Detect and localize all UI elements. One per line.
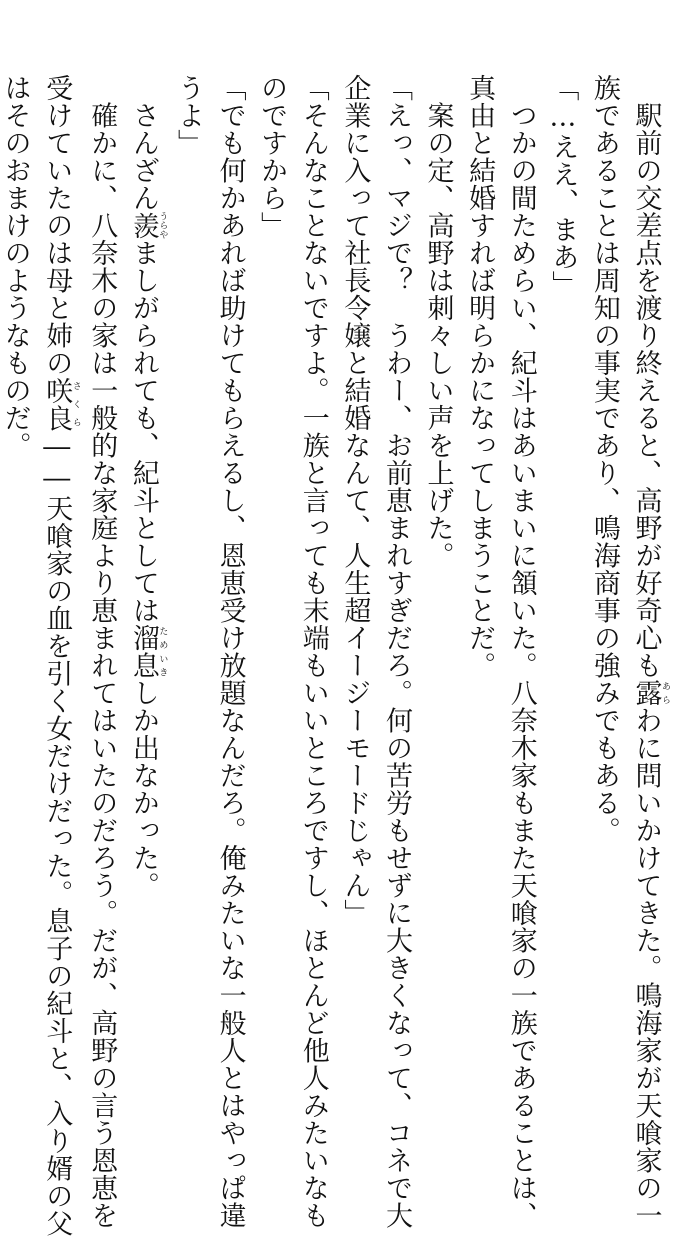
text-line-5: 真由と結婚すれば明らかになってしまうことだ。 bbox=[464, 74, 496, 679]
text-line-10: のですから」 bbox=[256, 74, 288, 239]
text-line-7: 「えっ、マジで？ うわー、お前恵まれすぎだろ。何の苦労もせずに大きくなって、コネで大 bbox=[380, 74, 412, 1229]
ruby-咲良: 咲良さくら bbox=[41, 376, 81, 432]
text-line-14: 確かに、八奈木の家は一般的な家庭より恵まれてはいたのだろう。だが、高野の言う恩恵を bbox=[86, 74, 118, 1229]
ruby-溜息: 溜息ためいき bbox=[127, 624, 168, 679]
ruby-text-tameiki: ためいき bbox=[157, 624, 168, 679]
text-line-13: さんざん羨うらやましがられても、紀斗としては溜息ためいきしか出なかった。 bbox=[127, 74, 168, 899]
text-line-11: 「でも何かあれば助けてもらえるし、恩恵受け放題なんだろ。俺みたいな一般人とはやっぱ違 bbox=[214, 74, 246, 1229]
text-line-8: 企業に入って社長令嬢と結婚なんて、人生超イージーモードじゃん」 bbox=[339, 74, 371, 927]
text-line-16: はそのおまけのようなものだ。 bbox=[0, 74, 31, 459]
ruby-text-urayama: うらや bbox=[157, 211, 168, 239]
text-line-6: 案の定、高野は刺々しい声を上げた。 bbox=[422, 74, 454, 569]
ruby-露: 露あら bbox=[630, 679, 670, 707]
ruby-text-arawa: あら bbox=[660, 679, 670, 707]
vertical-text-body bbox=[0, 74, 670, 1237]
text-line-12: うよ」 bbox=[172, 74, 204, 157]
text-line-1: 駅前の交差点を渡り終えると、高野が好奇心も露あらわに問いかけてきた。鳴海家が天喰家の一 bbox=[630, 74, 670, 1229]
text-line-3: 「…ええ、まあ」 bbox=[547, 74, 579, 298]
text-line-4: つかの間ためらい、紀斗はあいまいに頷いた。八奈木家もまた天喰家の一族であることは、 bbox=[505, 74, 537, 1229]
ruby-text-sakura: さくら bbox=[70, 376, 81, 432]
text-line-9: 「そんなことないですよ。一族と言っても末端もいいところですし、ほとんど他人みたいなも bbox=[297, 74, 329, 1229]
text-line-2: 族であることは周知の事実であり、鳴海商事の強みでもある。 bbox=[588, 74, 620, 844]
ruby-羨: 羨うらや bbox=[127, 211, 168, 239]
text-line-15: 受けていたのは母と姉の咲良さくら――天喰家の血を引く女だけだった。息子の紀斗と、入り婿の父 bbox=[41, 74, 81, 1237]
